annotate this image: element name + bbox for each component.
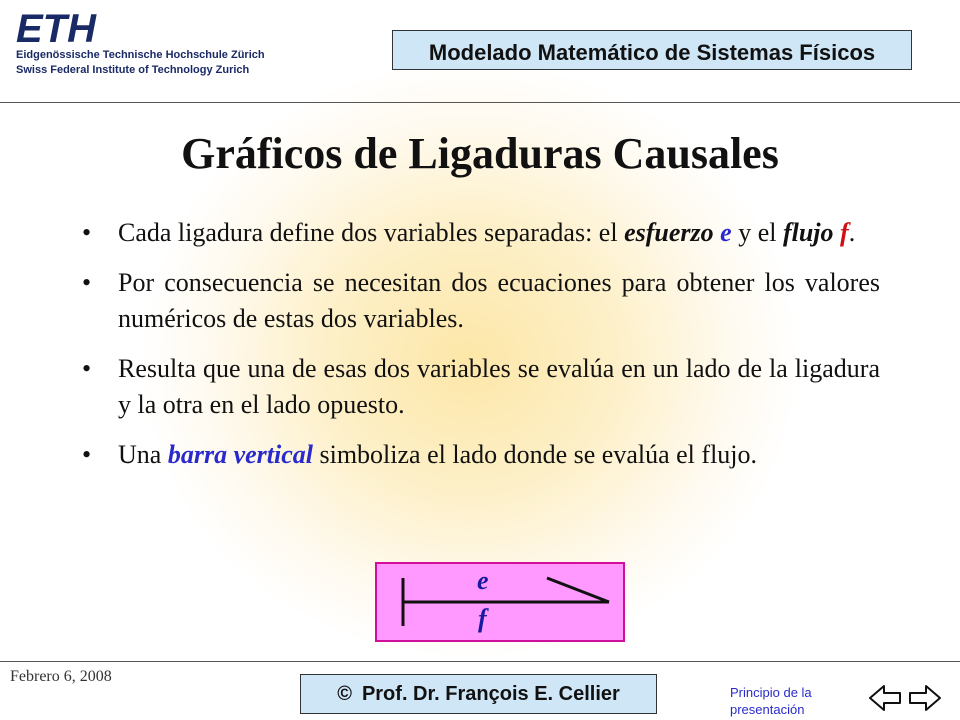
arrow-right-glyph [906, 683, 942, 713]
slide-title: Gráficos de Ligaduras Causales [181, 129, 779, 178]
home-link[interactable] [730, 684, 812, 718]
arrow-left-icon[interactable] [868, 683, 904, 713]
course-title: Modelado Matemático de Sistemas Físicos [428, 40, 876, 65]
bullet-item: • Una barra vertical simboliza el lado donde se evalúa el flujo. [80, 437, 880, 473]
header-divider [0, 102, 960, 103]
date-label: Febrero 6, 2008 [10, 668, 112, 685]
effort-label: e [477, 566, 489, 595]
eth-logo-text: ETH [16, 10, 96, 50]
footer-divider [0, 661, 960, 662]
causal-bond-graphic [377, 564, 623, 640]
arrow-left-glyph [868, 683, 904, 713]
institution-english: Swiss Federal Institute of Technology Zurich [16, 64, 250, 76]
copyright-box [300, 674, 657, 714]
home-link-line-1: Principio de la [730, 685, 812, 700]
bullet-item: • Cada ligadura define dos variables separadas: el esfuerzo e y el flujo f. [80, 215, 880, 251]
author-name: Prof. Dr. François E. Cellier [361, 682, 620, 705]
home-link-line-2: presentación [730, 702, 805, 717]
institution-german: Eidgenössische Technische Hochschule Zürich [16, 49, 265, 61]
arrow-right-icon[interactable] [906, 683, 942, 713]
bond-diagram [375, 562, 625, 642]
half-arrow [547, 578, 609, 602]
bullet-item: • Por consecuencia se necesitan dos ecuaciones para obtener los valores numéricos de estas dos variables. [80, 265, 880, 337]
bullet-item: • Resulta que una de esas dos variables se evalúa en un lado de la ligadura y la otra en el lado opuesto. [80, 351, 880, 423]
flow-label: f [478, 604, 487, 633]
copyright-symbol: © [337, 682, 352, 705]
eth-logo-mark [14, 10, 264, 50]
bullet-list [80, 215, 880, 487]
